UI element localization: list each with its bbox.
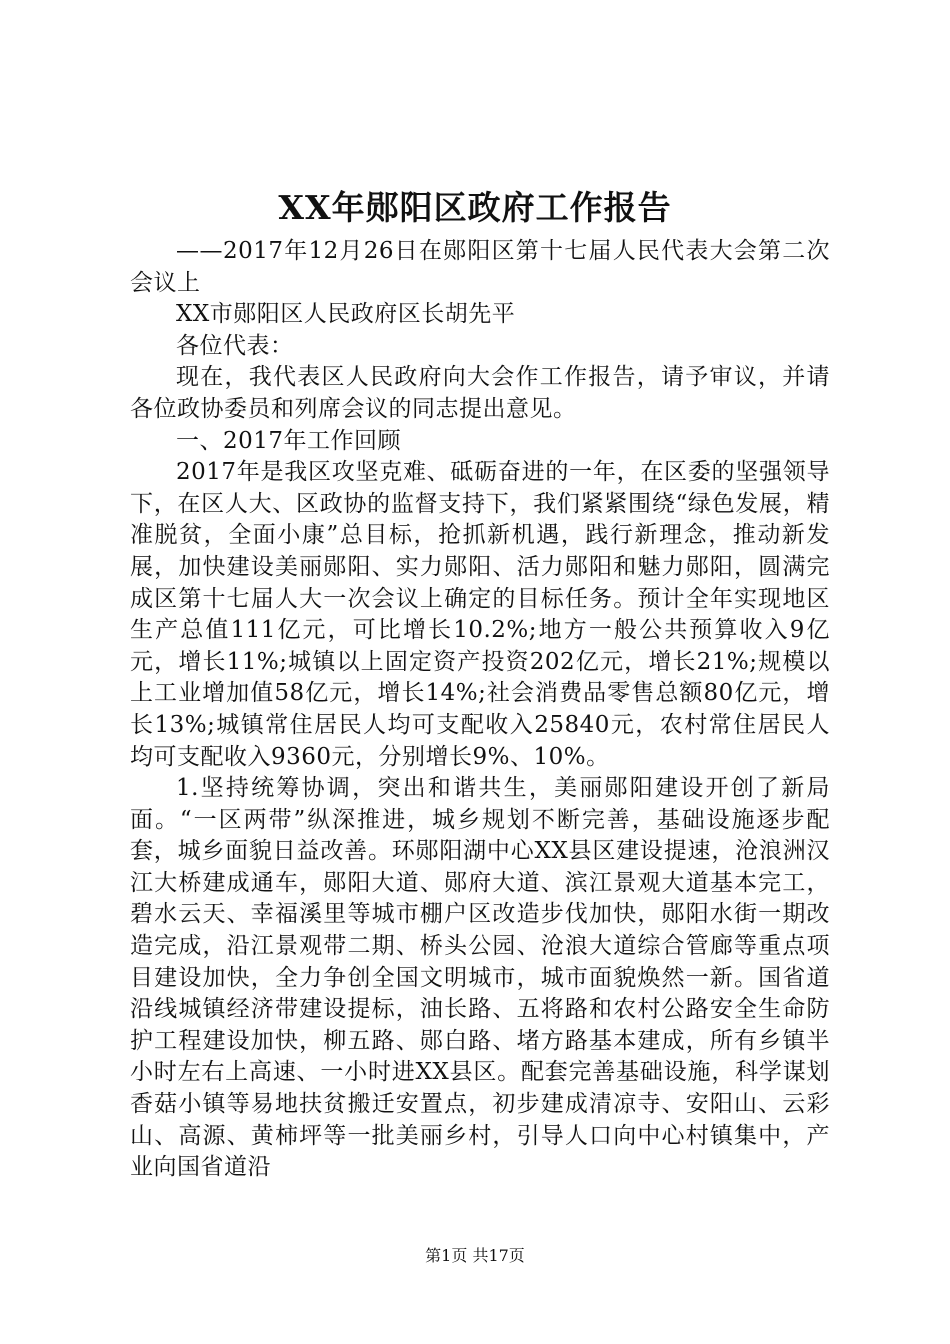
page-number: 第1页 共17页: [425, 1246, 525, 1265]
point-one-paragraph: 1.坚持统筹协调，突出和谐共生，美丽郧阳建设开创了新局面。“一区两带”纵深推进，城乡规划不断完善，基础设施逐步配套，城乡面貌日益改善。环郧阳湖中心XX县区建设提速，沧浪洲汉江大桥建成通车，郧阳大道、郧府大道、滨江景观大道基本完工，碧水云天、幸福溪里等城市棚户区改造步伐加快，郧阳水街一期改造完成，沿江景观带二期、桥头公园、沧浪大道综合管廊等重点项目建设加快，全力争创全国文明城市，城市面貌焕然一新。国省道沿线城镇经济带建设提标，油长路、五将路和农村公路安全生命防护工程建设加快，柳五路、郧白路、堵方路基本建成，所有乡镇半小时左右上高速、一小时进XX县区。配套完善基础设施，科学谋划香菇小镇等易地扶贫搬迁安置点，初步建成清凉寺、安阳山、云彩山、高源、黄柿坪等一批美丽乡村，引导人口向中心村镇集中，产业向国省道沿: [130, 775, 830, 1181]
author-paragraph: XX市郧阳区人民政府区长胡先平: [176, 301, 516, 328]
section-heading: 一、2017年工作回顾: [176, 427, 402, 454]
salutation-paragraph: 各位代表：: [176, 332, 294, 359]
document-title: XX年郧阳区政府工作报告: [278, 188, 672, 227]
intro-paragraph: 现在，我代表区人民政府向大会作工作报告，请予审议，并请各位政协委员和列席会议的同志提出意见。: [130, 364, 830, 422]
review-paragraph: 2017年是我区攻坚克难、砥砺奋进的一年，在区委的坚强领导下，在区人大、区政协的监督支持下，我们紧紧围绕“绿色发展，精准脱贫，全面小康”总目标，抢抓新机遇，践行新理念，推动新发展，加快建设美丽郧阳、实力郧阳、活力郧阳和魅力郧阳，圆满完成区第十七届人大一次会议上确定的目标任务。预计全年实现地区生产总值111亿元，可比增长10.2%;地方一般公共预算收入9亿元，增长11%;城镇以上固定资产投资202亿元，增长21%;规模以上工业增加值58亿元，增长14%;社会消费品零售总额80亿元，增长13%;城镇常住居民人均可支配收入25840元，农村常住居民人均可支配收入9360元，分别增长9%、10%。: [130, 459, 830, 770]
document-body: [130, 236, 830, 1184]
subtitle-paragraph: ——2017年12月26日在郧阳区第十七届人民代表大会第二次会议上: [130, 238, 830, 296]
